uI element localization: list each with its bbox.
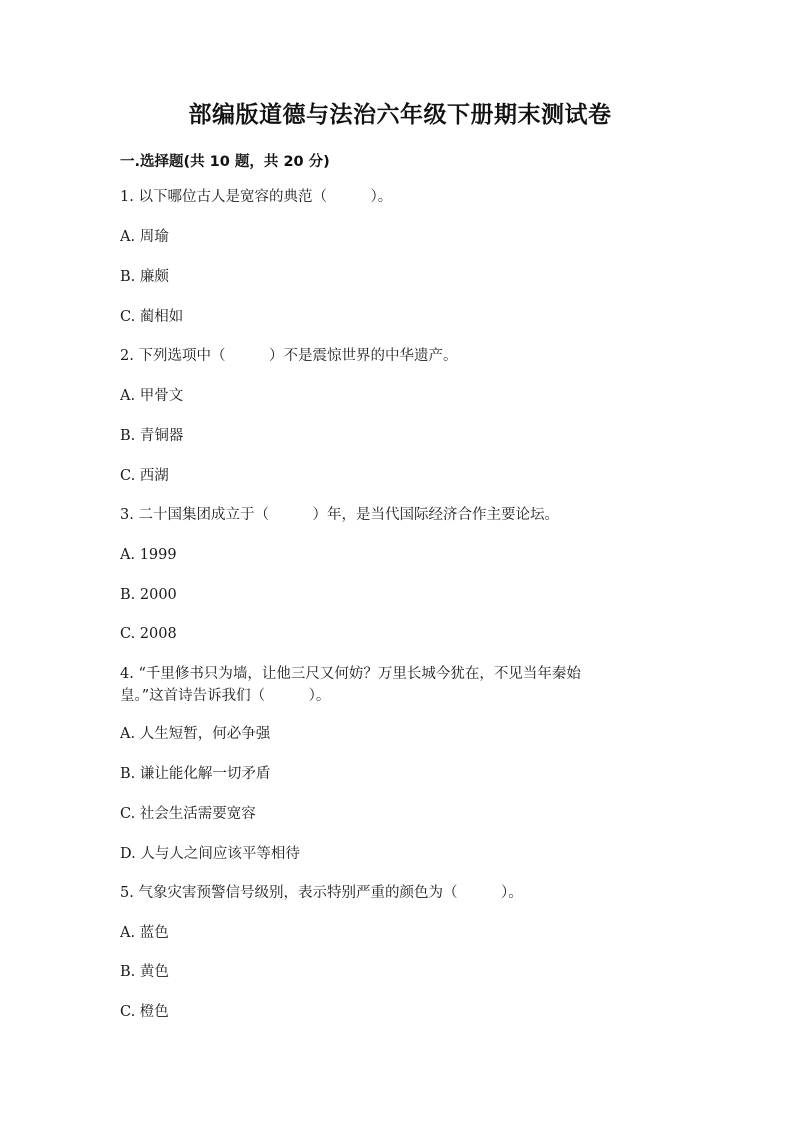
question-5-stem: 5. 气象灾害预警信号级别，表示特别严重的颜色为（ ）。 bbox=[120, 885, 523, 901]
question-5-option-a[interactable]: A. 蓝色 bbox=[120, 925, 169, 941]
question-2-stem: 2. 下列选项中（ ）不是震惊世界的中华遗产。 bbox=[120, 348, 458, 364]
question-4-option-d[interactable]: D. 人与人之间应该平等相待 bbox=[120, 846, 300, 862]
question-2-option-b[interactable]: B. 青铜器 bbox=[120, 428, 184, 444]
question-1-stem: 1. 以下哪位古人是宽容的典范（ ）。 bbox=[120, 189, 393, 205]
question-4-option-b[interactable]: B. 谦让能化解一切矛盾 bbox=[120, 766, 271, 782]
question-2-option-c[interactable]: C. 西湖 bbox=[120, 468, 169, 484]
question-5-option-b[interactable]: B. 黄色 bbox=[120, 964, 169, 980]
question-4-stem-line-1: 4. “千里修书只为墙，让他三尺又何妨？万里长城今犹在，不见当年秦始 bbox=[120, 666, 581, 682]
section-heading: 一.选择题(共 10 题，共 20 分) bbox=[120, 154, 330, 170]
question-1-option-a[interactable]: A. 周瑜 bbox=[120, 229, 169, 245]
question-5-option-c[interactable]: C. 橙色 bbox=[120, 1004, 169, 1020]
question-3-stem: 3. 二十国集团成立于（ ）年，是当代国际经济合作主要论坛。 bbox=[120, 507, 559, 523]
question-2-option-a[interactable]: A. 甲骨文 bbox=[120, 388, 184, 404]
question-3-option-b[interactable]: B. 2000 bbox=[120, 587, 177, 603]
question-4-option-a[interactable]: A. 人生短暂，何必争强 bbox=[120, 726, 271, 742]
question-3-option-c[interactable]: C. 2008 bbox=[120, 626, 177, 642]
question-1-option-b[interactable]: B. 廉颇 bbox=[120, 269, 169, 285]
page-title: 部编版道德与法治六年级下册期末测试卷 bbox=[188, 102, 612, 128]
question-3-option-a[interactable]: A. 1999 bbox=[120, 547, 177, 563]
question-1-option-c[interactable]: C. 蔺相如 bbox=[120, 309, 184, 325]
question-4-option-c[interactable]: C. 社会生活需要宽容 bbox=[120, 806, 256, 822]
question-4-stem-line-2: 皇。”这首诗告诉我们（ ）。 bbox=[120, 688, 331, 704]
